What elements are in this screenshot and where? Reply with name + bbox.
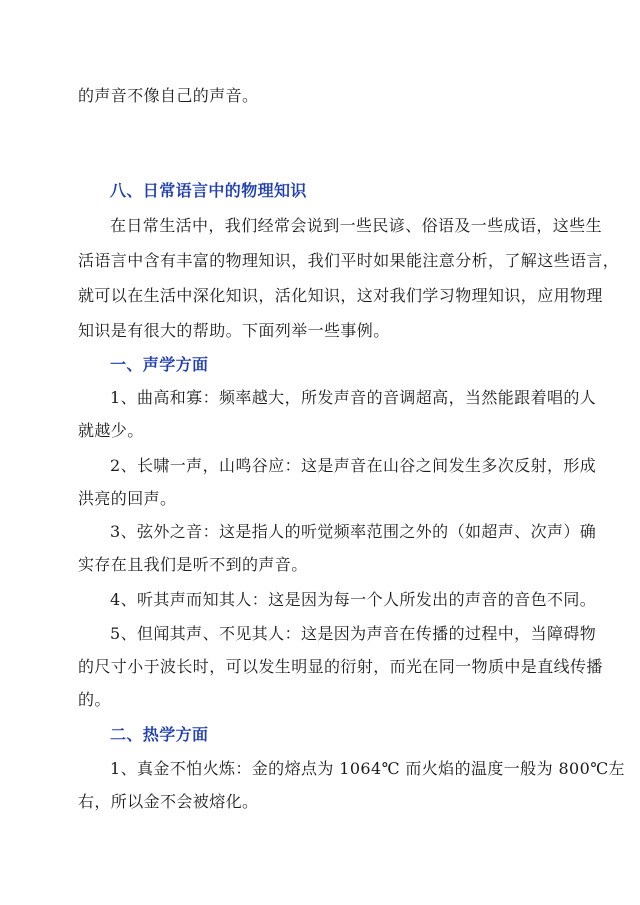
acoustics-item-5: 5、但闻其声、不见其人：这是因为声音在传播的过程中，当障碍物 bbox=[110, 624, 597, 643]
acoustics-item-1: 1、曲高和寡：频率越大，所发声音的音调超高，当然能跟着唱的人 bbox=[110, 388, 597, 407]
intro-line: 在日常生活中，我们经常会说到一些民谚、俗语及一些成语，这些生 bbox=[110, 216, 603, 235]
acoustics-item-2-cont: 洪亮的回声。 bbox=[78, 489, 177, 508]
intro-line: 就可以在生活中深化知识，活化知识，这对我们学习物理知识，应用物理 bbox=[78, 286, 603, 305]
acoustics-item-4: 4、听其声而知其人：这是因为每一个人所发出的声音的音色不同。 bbox=[110, 590, 597, 609]
section-title: 八、日常语言中的物理知识 bbox=[110, 181, 307, 200]
acoustics-item-1-cont: 就越少。 bbox=[78, 421, 144, 440]
intro-line: 知识是有很大的帮助。下面列举一些事例。 bbox=[78, 321, 390, 340]
thermal-item-1: 1、真金不怕火炼：金的熔点为 1064℃ 而火焰的温度一般为 800℃左 bbox=[110, 759, 625, 778]
thermal-item-1-cont: 右，所以金不会被熔化。 bbox=[78, 792, 259, 811]
thermal-heading: 二、热学方面 bbox=[110, 725, 209, 744]
acoustics-item-3: 3、弦外之音：这是指人的听觉频率范围之外的（如超声、次声）确 bbox=[110, 522, 597, 541]
acoustics-item-5-cont: 的尺寸小于波长时，可以发生明显的衍射，而光在同一物质中是直线传播 bbox=[78, 657, 603, 676]
acoustics-item-5-cont: 的。 bbox=[78, 690, 111, 709]
acoustics-item-2: 2、长啸一声，山鸣谷应：这是声音在山谷之间发生多次反射，形成 bbox=[110, 456, 597, 475]
intro-line: 活语言中含有丰富的物理知识，我们平时如果能注意分析，了解这些语言， bbox=[78, 251, 620, 270]
acoustics-item-3-cont: 实存在且我们是听不到的声音。 bbox=[78, 555, 308, 574]
acoustics-heading: 一、声学方面 bbox=[110, 355, 209, 374]
paragraph-continuation: 的声音不像自己的声音。 bbox=[78, 86, 259, 105]
